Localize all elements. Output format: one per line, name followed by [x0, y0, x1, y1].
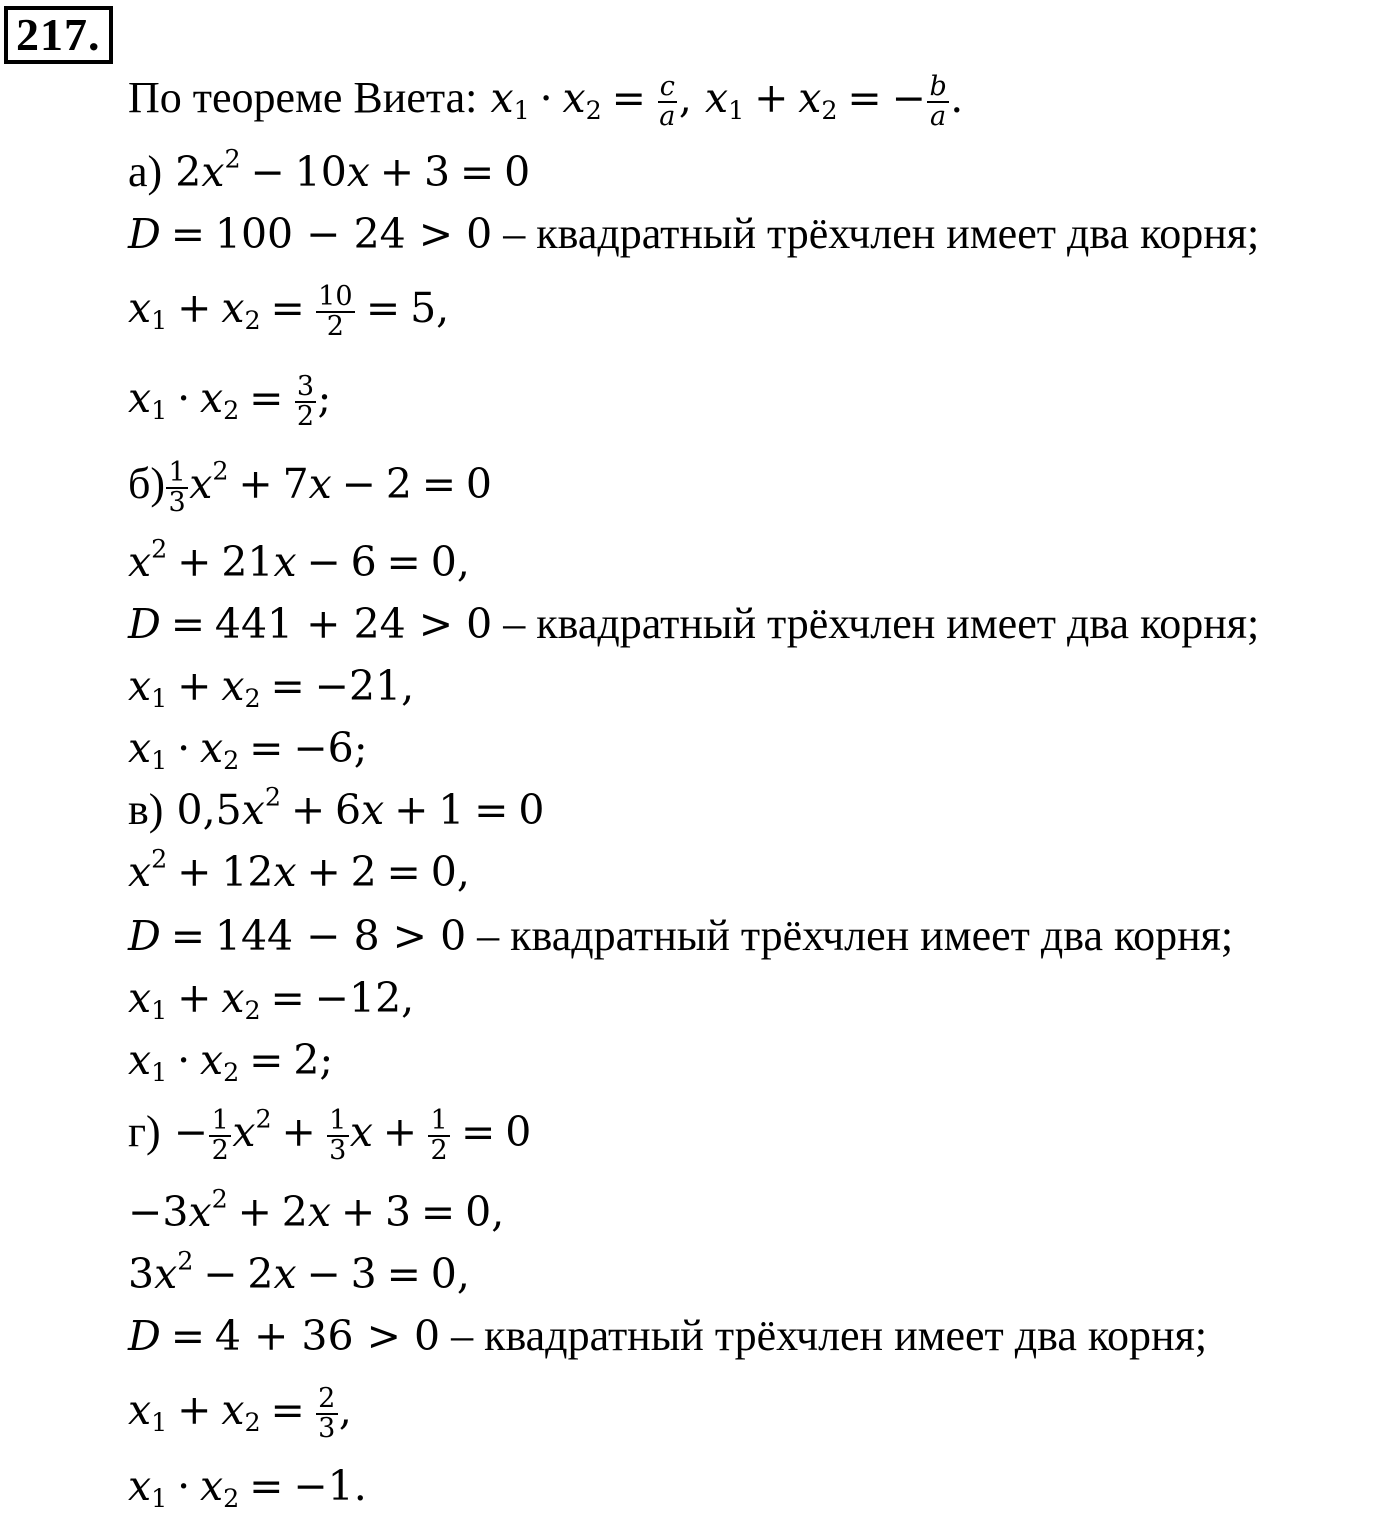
part-c-normalized: $x^2 + 12x + 2 = 0$, — [128, 843, 470, 896]
part-d-equation: г) − $\frac{1}{2}$ $x^2$ + $\frac{1}{3}$ x + $\frac{1}{2}$ = 0 — [128, 1100, 531, 1164]
part-b-product: $x_1 \cdot x_2 = -6$; — [128, 724, 368, 776]
part-c-label: в) — [128, 785, 164, 834]
part-c-product: $x_1 \cdot x_2 = 2$; — [128, 1036, 334, 1088]
part-a-sum: $x_1 + x_2$ = $\frac{10}{2}$ = 5, — [128, 280, 450, 343]
part-d-label: г) — [128, 1107, 161, 1156]
part-d-product: $x_1 \cdot x_2 = -1$. — [128, 1462, 367, 1514]
problem-number: 217. — [4, 6, 113, 64]
part-b-discriminant: D = 441 + 24 > 0 – квадратный трёхчлен имеет два корня; — [128, 599, 1260, 648]
vieta-formula: $x_1 \cdot x_2$ = $\frac{c}{a}$ , $x_1 + x_2$ = − $\frac{b}{a}$ . — [490, 70, 964, 133]
part-d-step2: $3x^2 - 2x - 3 = 0$, — [128, 1245, 470, 1298]
part-c-sum: $x_1 + x_2 = -12$, — [128, 974, 415, 1026]
part-c-equation: в) $0,5x^2 + 6x + 1 = 0$ — [128, 778, 544, 842]
part-d-discriminant: D = 4 + 36 > 0 – квадратный трёхчлен имеет два корня; — [128, 1311, 1208, 1360]
vieta-theorem-line — [128, 66, 964, 133]
part-c-discriminant: D = 144 − 8 > 0 – квадратный трёхчлен имеет два корня; — [128, 911, 1234, 960]
intro-text: По теореме Виета: — [128, 73, 478, 122]
part-d-sum: $x_1 + x_2$ = $\frac{2}{3}$ , — [128, 1382, 352, 1445]
part-a-equation: а) $2x^2 - 10x + 3 = 0$ — [128, 140, 530, 204]
part-a-product: $x_1 \cdot x_2$ = $\frac{3}{2}$ ; — [128, 370, 332, 433]
part-b-sum: $x_1 + x_2 = -21$, — [128, 662, 415, 714]
part-a-label: а) — [128, 147, 163, 196]
part-b-normalized: $x^2 + 21x - 6 = 0$, — [128, 533, 470, 586]
part-b-equation: б) $\frac{1}{3}$ $x^2 + 7x - 2 = 0$ — [128, 452, 492, 516]
dash-text: – квадратный трёхчлен имеет два корня; — [492, 209, 1260, 258]
part-a-discriminant: D = 100 − 24 > 0 – квадратный трёхчлен имеет два корня; — [128, 202, 1259, 266]
part-d-step1: $-3x^2 + 2x + 3 = 0$, — [128, 1183, 505, 1236]
part-b-label: б) — [128, 459, 166, 508]
